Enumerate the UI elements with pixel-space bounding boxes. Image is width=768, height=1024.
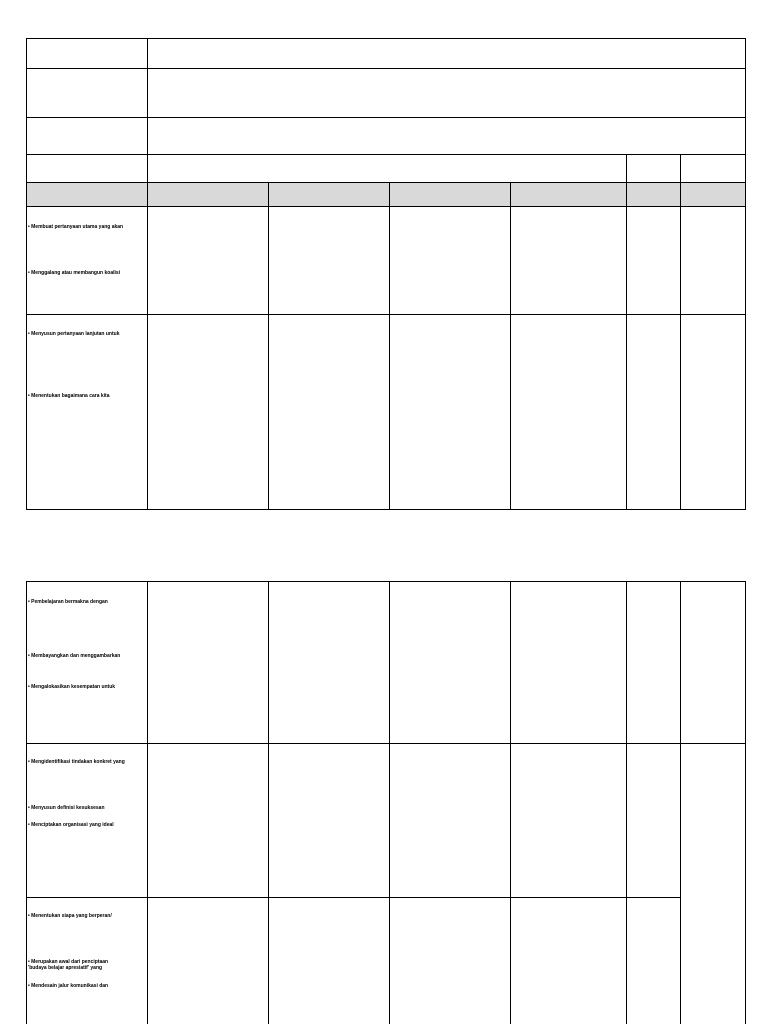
note-text: • Membuat pertanyaan utama yang akan [28,224,124,230]
table-1-line [26,206,746,207]
note-text: • Pembelajaran bermakna dengan [28,599,108,605]
table-1-col-divider [680,154,681,510]
table-1-col-divider [389,182,390,510]
table-1-border-left [26,38,27,510]
table-1-line [26,117,746,118]
table-2-col-divider [268,581,269,1024]
note-text: • Menyusun pertanyaan lanjutan untuk [28,331,120,337]
table-2-col-divider [147,581,148,1024]
table-2-border-left [26,581,27,1024]
table-2-line-top [26,581,746,582]
table-1-col-divider [626,154,627,510]
table-2-col-divider [389,581,390,1024]
table-1-line [26,68,746,69]
column-header-row [27,183,745,206]
table-1-line [26,314,746,315]
table-1-col-divider [268,182,269,510]
note-text: • Menyusun definisi kesuksesan [28,805,105,811]
note-text: • Menentukan siapa yang berperan/ [28,913,112,919]
table-1-line [26,182,746,183]
note-text: • Mendesain jalur komunikasi dan [28,983,109,989]
table-2-line [26,897,681,898]
table-2-col-divider [626,581,627,1024]
table-1-line-top [26,38,746,39]
note-text: • Mengalokasikan kesempatan untuk [28,684,116,690]
note-text: • Menentukan bagaimana cara kita [28,393,110,399]
note-text: • Mengidentifikasi tindakan konkret yang [28,759,125,765]
note-text: • Menggalang atau membangun koalisi [28,270,121,276]
table-1-line-bottom [26,509,746,510]
table-2-col-divider [510,581,511,1024]
table-2-line [26,743,746,744]
table-2-col-divider [680,581,681,1024]
note-text: • Merupakan awal dari penciptaan 'budaya belajar apresiatif' yang [28,959,109,971]
table-1-line [26,154,746,155]
table-1-col-divider [510,182,511,510]
note-text: • Membayangkan dan menggambarkan [28,653,121,659]
table-2-border-right [745,581,746,1024]
table-1-border-right [745,38,746,510]
note-text: • Menciptakan organisasi yang ideal [28,822,114,828]
